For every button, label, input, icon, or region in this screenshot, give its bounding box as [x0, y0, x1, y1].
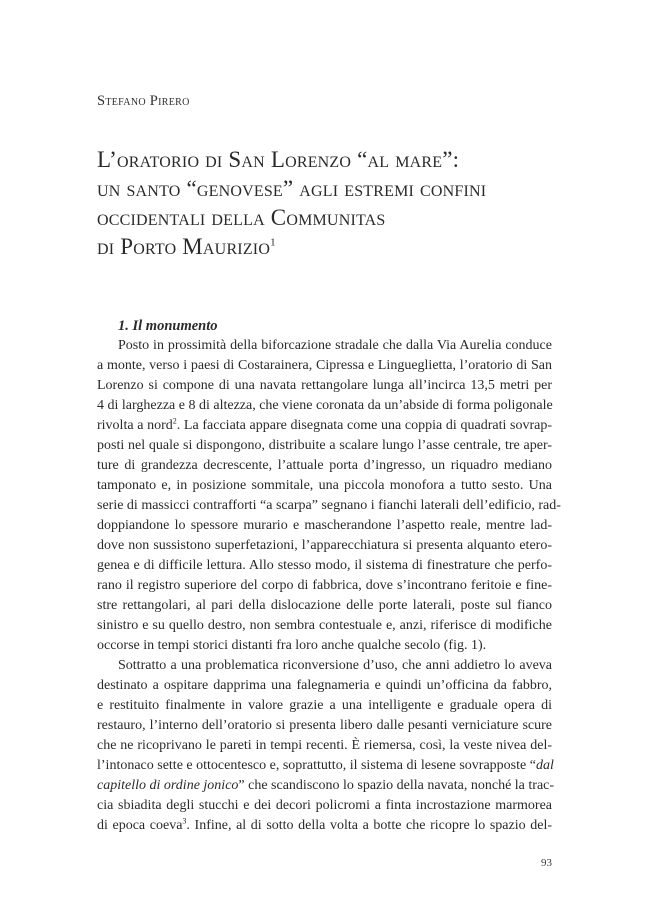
p2-line: che ne ricoprivano le pareti in tempi recenti. È riemersa, così, la veste nivea del- — [97, 738, 552, 753]
p2-line: e restituito finalmente in valore grazie a una intelligente e graduale opera di — [97, 698, 552, 713]
p1-line: posti nel quale si dispongono, distribuite a scalare lungo l’asse centrale, tre aper- — [97, 438, 552, 453]
title-line-3: occidentali della Communitas — [97, 205, 386, 230]
p1-line — [97, 416, 552, 436]
p2-line: Sottratto a una problematica riconversione d’uso, che anni addietro lo aveva — [118, 658, 552, 673]
p1-line-5a: rivolta a nord — [97, 418, 173, 433]
p2-line: cia sbiadita degli stucchi e dei decori policromi a finta incrostazione marmorea — [97, 798, 552, 813]
p1-line: rano il registro superiore del corpo di fabbrica, dove s’incontrano feritoie e fine- — [97, 578, 552, 593]
title-line-1: L’oratorio di San Lorenzo “al mare”: — [97, 147, 460, 172]
p2-line — [97, 756, 552, 776]
p1-line-5b: . La facciata appare disegnata come una coppia di quadrati sovrap- — [176, 418, 553, 433]
p1-line: sinistro e su quello destro, non sembra contestuale e, anzi, riferisce di modifiche — [97, 618, 552, 633]
p2-line-7-italic: capitello di ordine jonico — [97, 778, 239, 793]
page-number: 93 — [541, 857, 552, 869]
p1-line: stre rettangolari, al pari della dislocazione delle porte laterali, poste sul fianco — [97, 598, 552, 613]
p1-line: doppiandone lo spessore murario e mascherandone l’aspetto reale, mentre lad- — [97, 518, 552, 533]
footnote-mark-2[interactable]: 2 — [172, 416, 177, 426]
p1-line: ture di grandezza decrescente, l’attuale porta d’ingresso, un riquadro mediano — [97, 458, 552, 473]
footnote-mark-3[interactable]: 3 — [182, 816, 187, 826]
section-heading: 1. Il monumento — [118, 318, 218, 334]
p1-line: dove non sussistono superfetazioni, l’apparecchiatura si presenta alquanto etero- — [97, 538, 552, 553]
title-footnote-mark[interactable]: 1 — [270, 236, 276, 249]
p1-line: serie di massicci contrafforti “a scarpa” segnano i fianchi laterali dell’edificio, rad- — [97, 498, 561, 513]
p1-line: occorse in tempi storici distanti fra loro anche qualche secolo (fig. 1). — [97, 638, 487, 653]
p1-line: Posto in prossimità della biforcazione stradale che dalla Via Aurelia conduce — [118, 338, 552, 353]
p2-line: restauro, l’interno dell’oratorio si presenta libero dalle pesanti verniciature scure — [97, 718, 552, 733]
title-line-4-text: di Porto Maurizio — [97, 234, 271, 259]
p2-line-7b: ” che scandiscono lo spazio della navata, nonché la trac- — [238, 778, 555, 793]
p1-line: 4 di larghezza e 8 di altezza, che viene coronata da un’abside di forma poligonale — [97, 398, 553, 413]
p2-line — [97, 816, 552, 836]
author-name: Stefano Pirero — [97, 93, 190, 109]
p2-line — [97, 776, 555, 796]
paragraph-1 — [97, 336, 561, 656]
article-title — [97, 145, 557, 261]
p2-line-6-italic: dal — [535, 758, 554, 773]
paragraph-2 — [97, 656, 555, 836]
p2-line-6a: l’intonaco sette e ottocentesco e, soprattutto, il sistema di lesene sovrapposte “ — [97, 758, 536, 773]
p1-line: tamponato e, in posizione sommitale, una piccola monofora a tutto sesto. Una — [97, 478, 552, 493]
title-line-2: un santo “genovese” agli estremi confini — [97, 176, 487, 201]
p2-line: destinato a ospitare dapprima una falegnameria e quindi un’officina da fabbro, — [97, 678, 552, 693]
body-text — [97, 336, 561, 836]
p1-line: a monte, verso i paesi di Costarainera, Cipressa e Lingueglietta, l’oratorio di San — [97, 358, 552, 373]
title-line-4 — [97, 232, 557, 261]
p2-line-9b: . Infine, al di sotto della volta a botte che ricopre lo spazio del- — [186, 818, 552, 833]
p2-line-9a: di epoca coeva — [97, 818, 183, 833]
p1-line: Lorenzo si compone di una navata rettangolare lunga all’incirca 13,5 metri per — [97, 378, 552, 393]
p1-line: genea e di difficile lettura. Allo stesso modo, il sistema di finestrature che perfo- — [97, 558, 552, 573]
